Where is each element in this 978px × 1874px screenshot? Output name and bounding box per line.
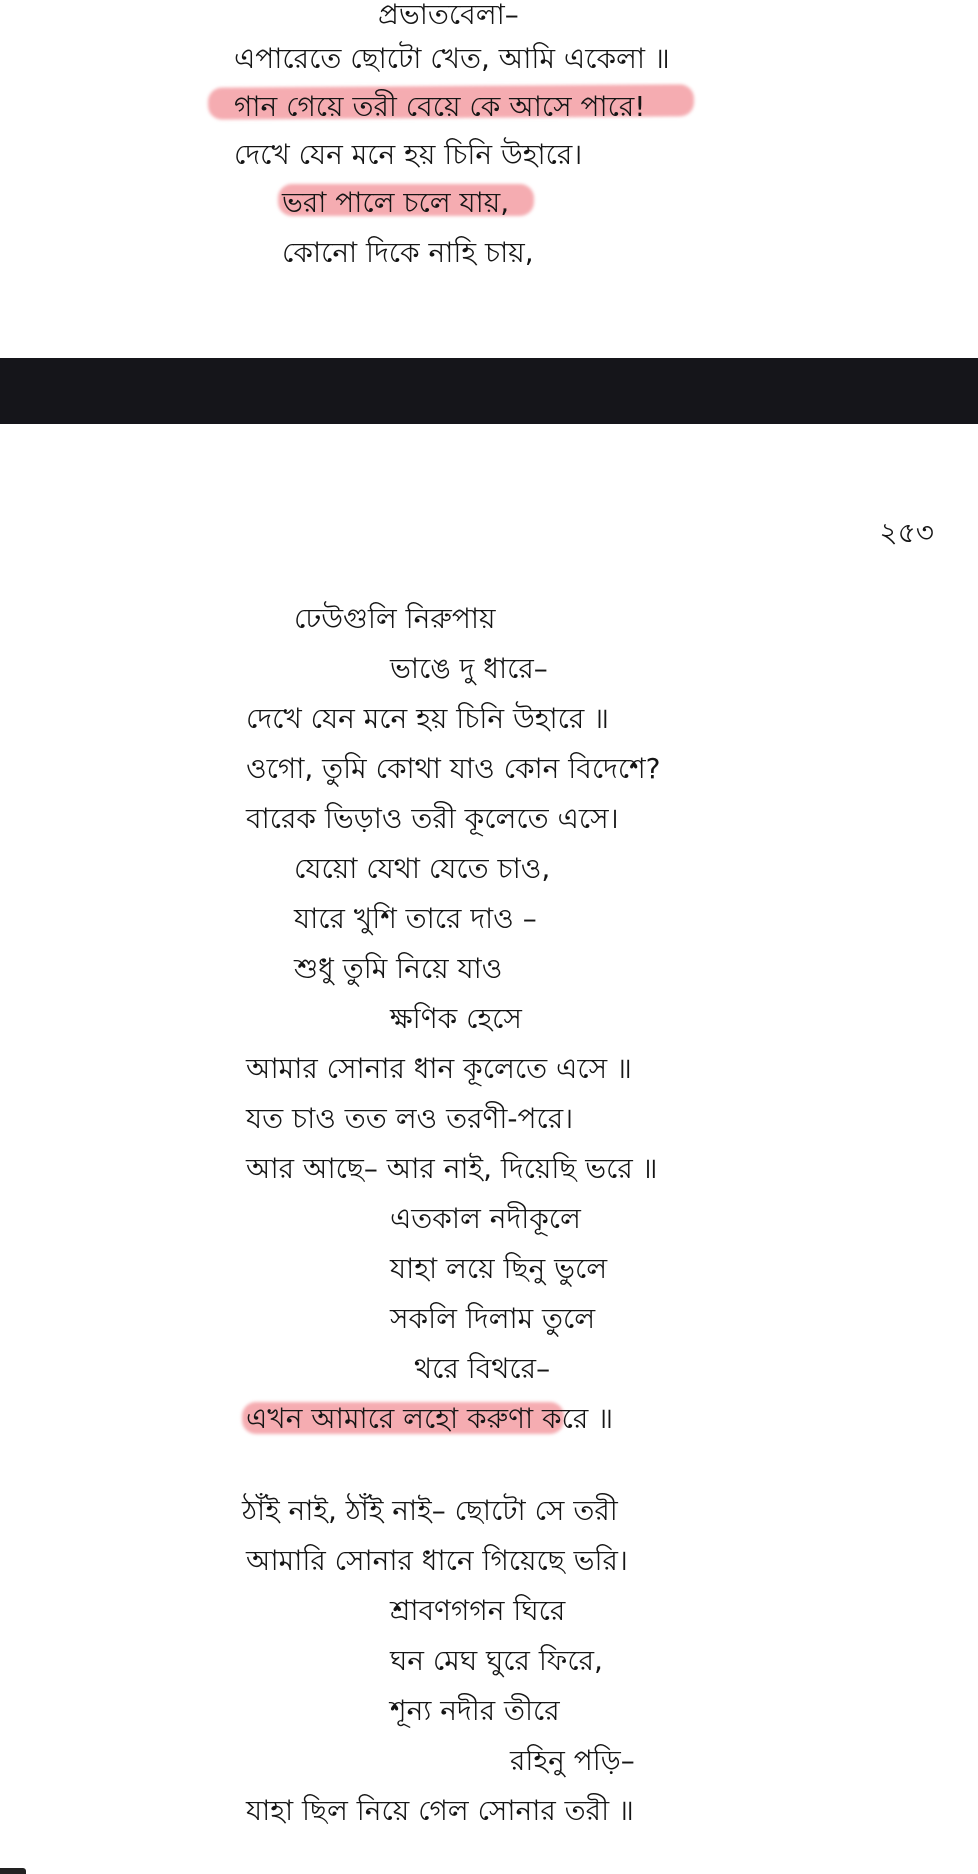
current-page [0, 424, 978, 1874]
poem-line: কোনো দিকে নাহি চায়, [282, 236, 534, 269]
poem-line: আমার সোনার ধান কূলেতে এসে ॥ [246, 1052, 632, 1085]
page-divider [0, 358, 978, 424]
poem-line: ঢেউগুলি নিরুপায় [294, 602, 496, 635]
poem-line: ক্ষণিক হেসে [390, 1002, 522, 1035]
poem-line: শুধু তুমি নিয়ে যাও [294, 952, 503, 985]
poem-line: এপারেতে ছোটো খেত, আমি একেলা ॥ [234, 42, 670, 75]
poem-line: ওগো, তুমি কোথা যাও কোন বিদেশে? [246, 752, 661, 785]
poem-line: প্রভাতবেলা– [378, 0, 519, 31]
poem-line: আর আছে– আর নাই, দিয়েছি ভরে ॥ [246, 1152, 658, 1185]
poem-line: যাহা লয়ে ছিনু ভুলে [390, 1252, 608, 1285]
poem-line: গান গেয়ে তরী বেয়ে কে আসে পারে! [234, 90, 646, 123]
poem-line: ঘন মেঘ ঘুরে ফিরে, [390, 1644, 603, 1677]
poem-line: ভরা পালে চলে যায়, [282, 186, 510, 219]
poem-line: যাহা ছিল নিয়ে গেল সোনার তরী ॥ [246, 1794, 634, 1827]
poem-line: এখন আমারে লহো করুণা করে ॥ [246, 1402, 614, 1435]
poem-line: বারেক ভিড়াও তরী কূলেতে এসে। [246, 802, 619, 835]
poem-line: দেখে যেন মনে হয় চিনি উহারে। [234, 138, 583, 171]
poem-line: দেখে যেন মনে হয় চিনি উহারে ॥ [246, 702, 610, 735]
poem-line: ঠাঁই নাই, ঠাঁই নাই– ছোটো সে তরী [242, 1494, 618, 1527]
page-number: ২৫৩ [879, 516, 934, 549]
poem-line: যেয়ো যেথা যেতে চাও, [294, 852, 551, 885]
previous-page [0, 0, 978, 358]
poem-line: শূন্য নদীর তীরে [390, 1694, 560, 1727]
poem-line: সকলি দিলাম তুলে [390, 1302, 596, 1335]
poem-line: যত চাও তত লও তরণী-পরে। [246, 1102, 574, 1135]
page-edge-mark [0, 1868, 26, 1874]
poem-line: রহিনু পড়ি– [510, 1744, 635, 1777]
poem-line: ভাঙে দু ধারে– [390, 652, 548, 685]
poem-line: এতকাল নদীকূলে [390, 1202, 581, 1235]
poem-line: থরে বিথরে– [414, 1352, 551, 1385]
poem-line: শ্রাবণগগন ঘিরে [390, 1594, 566, 1627]
poem-line: যারে খুশি তারে দাও – [294, 902, 537, 935]
poem-line: আমারি সোনার ধানে গিয়েছে ভরি। [246, 1544, 628, 1577]
